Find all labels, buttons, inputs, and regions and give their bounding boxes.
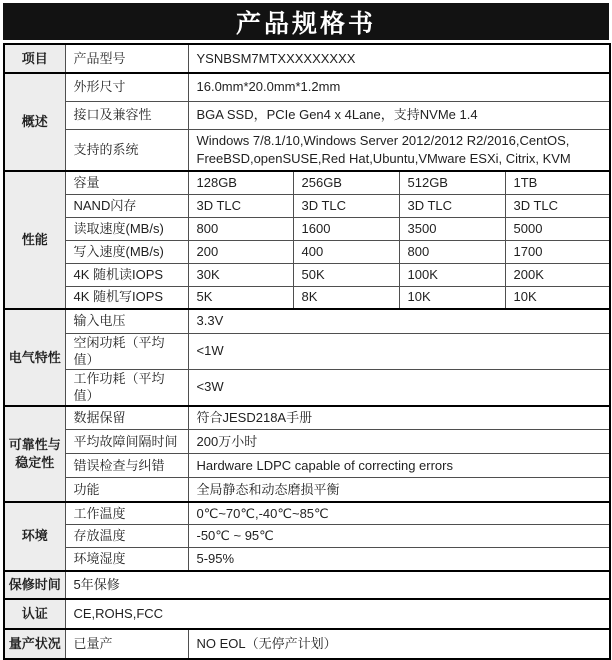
rr-iops-3: 100K [399, 263, 505, 286]
row-4k-random-write-iops [4, 286, 610, 309]
row-value-input-voltage: 3.3V [188, 309, 610, 333]
row-value-no-eol: NO EOL（无停产计划） [188, 629, 610, 659]
row-dimensions [4, 73, 610, 101]
row-label-storage-temp: 存放温度 [65, 525, 188, 548]
row-label-capacity: 容量 [65, 171, 188, 194]
rw-iops-3: 10K [399, 286, 505, 309]
group-label-overview: 概述 [4, 73, 65, 171]
write-speed-2: 400 [293, 240, 399, 263]
spec-table [3, 43, 611, 660]
rr-iops-4: 200K [505, 263, 610, 286]
nand-3: 3D TLC [399, 194, 505, 217]
write-speed-3: 800 [399, 240, 505, 263]
row-value-certification: CE,ROHS,FCC [65, 599, 610, 629]
rw-iops-2: 8K [293, 286, 399, 309]
row-value-operating-temp: 0℃~70℃,-40℃~85℃ [188, 502, 610, 525]
capacity-256: 256GB [293, 171, 399, 194]
nand-1: 3D TLC [188, 194, 293, 217]
title-bar [3, 3, 609, 40]
group-label-reliability: 可靠性与稳定性 [4, 406, 65, 502]
row-label-dimensions: 外形尺寸 [65, 73, 188, 101]
row-value-data-retention: 符合JESD218A手册 [188, 406, 610, 430]
row-label-idle-power: 空闲功耗（平均值） [65, 333, 188, 369]
write-speed-1: 200 [188, 240, 293, 263]
row-interface-compatibility [4, 101, 610, 129]
row-label-ecc: 错误检查与纠错 [65, 454, 188, 478]
row-input-voltage [4, 309, 610, 333]
row-label-active-power: 工作功耗（平均值） [65, 369, 188, 406]
write-speed-4: 1700 [505, 240, 610, 263]
row-value-mtbf: 200万小时 [188, 430, 610, 454]
supported-systems-line2: FreeBSD,openSUSE,Red Hat,Ubuntu,VMware ESXi, Citrix, KVM [196, 150, 571, 166]
row-value-warranty: 5年保修 [65, 571, 610, 599]
row-value-idle-power: <1W [188, 333, 610, 369]
row-mtbf [4, 430, 610, 454]
row-nand-flash [4, 194, 610, 217]
row-label-supported-systems: 支持的系统 [65, 129, 188, 171]
row-value-humidity: 5-95% [188, 548, 610, 571]
read-speed-1: 800 [188, 217, 293, 240]
row-4k-random-read-iops [4, 263, 610, 286]
row-active-power [4, 369, 610, 406]
row-certification [4, 599, 610, 629]
row-humidity [4, 548, 610, 571]
row-storage-temp [4, 525, 610, 548]
row-label-data-retention: 数据保留 [65, 406, 188, 430]
row-value-dimensions: 16.0mm*20.0mm*1.2mm [188, 73, 610, 101]
row-value-feature: 全局静态和动态磨损平衡 [188, 478, 610, 502]
capacity-1tb: 1TB [505, 171, 610, 194]
row-production-status [4, 629, 610, 659]
nand-4: 3D TLC [505, 194, 610, 217]
row-ecc [4, 454, 610, 478]
read-speed-4: 5000 [505, 217, 610, 240]
row-idle-power [4, 333, 610, 369]
row-product-model [4, 44, 610, 73]
rr-iops-1: 30K [188, 263, 293, 286]
row-label-product-model: 产品型号 [65, 44, 188, 73]
row-label-interface: 接口及兼容性 [65, 101, 188, 129]
capacity-128: 128GB [188, 171, 293, 194]
row-label-random-read: 4K 随机读IOPS [65, 263, 188, 286]
read-speed-3: 3500 [399, 217, 505, 240]
capacity-512: 512GB [399, 171, 505, 194]
page-title: 产品规格书 [235, 9, 376, 38]
supported-systems-line1: Windows 7/8.1/10,Windows Server 2012/2012 R2/2016,CentOS, [196, 133, 570, 149]
group-label-electrical: 电气特性 [4, 309, 65, 406]
row-label-in-production: 已量产 [65, 629, 188, 659]
row-operating-temp [4, 502, 610, 525]
nand-2: 3D TLC [293, 194, 399, 217]
row-label-input-voltage: 输入电压 [65, 309, 188, 333]
row-value-active-power: <3W [188, 369, 610, 406]
row-label-operating-temp: 工作温度 [65, 502, 188, 525]
row-supported-systems [4, 129, 610, 171]
row-value-interface: BGA SSD，PCIe Gen4 x 4Lane，支持NVMe 1.4 [188, 101, 610, 129]
rw-iops-4: 10K [505, 286, 610, 309]
rw-iops-1: 5K [188, 286, 293, 309]
row-feature [4, 478, 610, 502]
row-value-product-model: YSNBSM7MTXXXXXXXXX [188, 44, 610, 73]
rr-iops-2: 50K [293, 263, 399, 286]
group-label-item: 项目 [4, 44, 65, 73]
row-value-supported-systems [188, 129, 610, 171]
group-label-warranty: 保修时间 [4, 571, 65, 599]
group-label-production-status: 量产状况 [4, 629, 65, 659]
row-label-nand: NAND闪存 [65, 194, 188, 217]
group-label-environment: 环境 [4, 502, 65, 571]
row-label-humidity: 环境湿度 [65, 548, 188, 571]
group-label-performance: 性能 [4, 171, 65, 309]
group-label-certification: 认证 [4, 599, 65, 629]
read-speed-2: 1600 [293, 217, 399, 240]
row-label-mtbf: 平均故障间隔时间 [65, 430, 188, 454]
row-value-ecc: Hardware LDPC capable of correcting errors [188, 454, 610, 478]
row-label-write-speed: 写入速度(MB/s) [65, 240, 188, 263]
row-read-speed [4, 217, 610, 240]
row-value-storage-temp: -50℃ ~ 95℃ [188, 525, 610, 548]
row-write-speed [4, 240, 610, 263]
row-warranty [4, 571, 610, 599]
row-capacity [4, 171, 610, 194]
row-label-random-write: 4K 随机写IOPS [65, 286, 188, 309]
row-label-read-speed: 读取速度(MB/s) [65, 217, 188, 240]
row-label-feature: 功能 [65, 478, 188, 502]
row-data-retention [4, 406, 610, 430]
